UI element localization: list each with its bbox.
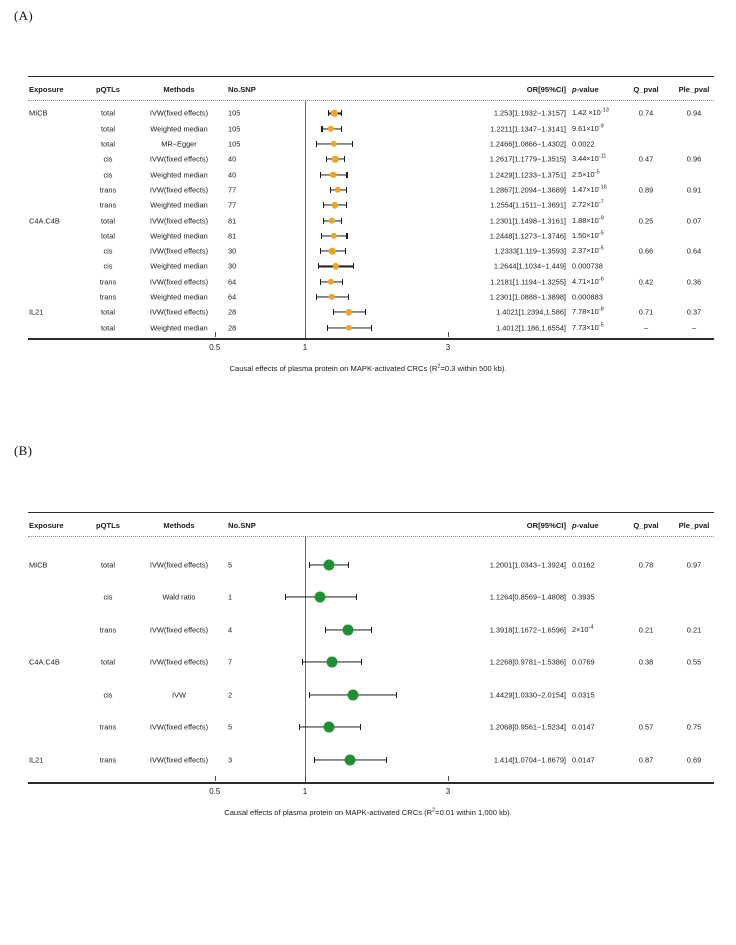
cell-plepval: 0.36 [686,277,702,287]
cell-or-ci: 1.2181[1.1194−1.3255] [490,277,566,287]
ci-cap-lower [309,562,310,568]
cell-nsnp: 4 [228,624,233,634]
cell-nsnp: 2 [228,689,233,699]
cell-nsnp: 40 [228,154,237,164]
axis-tick [448,776,449,781]
cell-pqtls: total [101,657,115,667]
cell-qpval: 0.71 [638,307,654,317]
table-top-rule [28,512,714,513]
column-header-methods: Methods [163,521,195,531]
cell-nsnp: 28 [228,322,237,332]
cell-pqtls: cis [103,246,113,256]
cell-exposure: MICB [29,559,48,569]
ci-cap-lower [299,724,300,730]
ci-cap-lower [325,627,326,633]
cell-or-ci: 1.2001[1.0343−1.3924] [489,559,566,569]
cell-or-ci: 1.2448[1.1273−1.3746] [489,231,566,241]
cell-pvalue: 0.0022 [572,139,595,149]
cell-method: IVW(fixed effects) [149,559,209,569]
cell-nsnp: 3 [228,754,233,764]
cell-nsnp: 81 [228,231,237,241]
cell-or-ci: 1.414[1.0704−1.8679] [493,754,566,764]
cell-pvalue: $2.5\times 10^{-5}$ [572,169,600,179]
cell-or-ci: 1.253[1.1932−1.3157] [493,108,566,118]
column-header-plepval: Ple_pval [678,521,710,531]
cell-nsnp: 105 [228,139,241,149]
column-header-pvalue: p-value [572,85,599,95]
cell-pqtls: total [101,139,115,149]
cell-pvalue: $1.50\times 10^{-5}$ [572,230,604,240]
axis-tick-label: 0.5 [209,343,221,353]
cell-pqtls: trans [99,722,117,732]
ci-cap-upper [396,692,397,698]
cell-pqtls: total [101,322,115,332]
cell-plepval: 0.97 [686,559,702,569]
cell-qpval: 0.57 [638,722,654,732]
reference-line-at-one [305,536,306,782]
panel-b-label: (B) [14,443,33,458]
cell-pvalue: 0.000738 [572,261,603,271]
ci-cap-upper [348,562,349,568]
cell-pqtls: trans [99,292,117,302]
cell-or-ci: 1.2644[1.1034−1.449] [493,261,566,271]
cell-pqtls: trans [99,185,117,195]
cell-method: Weighted median [150,322,208,332]
cell-qpval: 0.66 [638,246,654,256]
axis-tick [215,776,216,781]
cell-or-ci: 1.3918[1.1672−1.6596] [489,624,566,634]
cell-pvalue: 0.000883 [572,292,603,302]
effect-estimate-point [347,689,358,700]
cell-method: IVW(fixed effects) [149,215,209,225]
cell-plepval: 0.91 [686,185,702,195]
cell-qpval: 0.74 [638,108,654,118]
cell-method: IVW(fixed effects) [149,624,209,634]
column-header-or: OR[95%CI] [526,521,566,531]
cell-or-ci: 1.2301[1.0888−1.3898] [489,292,566,302]
ci-cap-lower [309,692,310,698]
cell-pqtls: cis [103,261,113,271]
axis-tick-label: 3 [445,343,451,353]
cell-qpval: 0.21 [638,624,654,634]
cell-method: MR−Egger [161,139,197,149]
cell-qpval: 0.42 [638,277,654,287]
cell-or-ci: 1.2617[1.1779−1.3515] [489,154,566,164]
cell-pvalue: $1.47\times 10^{-16}$ [572,184,607,194]
cell-nsnp: 1 [228,592,233,602]
cell-pvalue: $2\times 10^{-4}$ [572,624,594,634]
cell-pqtls: cis [103,169,113,179]
cell-pqtls: trans [99,277,117,287]
column-header-pqtls: pQTLs [95,85,121,95]
cell-pvalue: 0.0769 [572,657,595,667]
table-bottom-rule [28,782,714,783]
cell-pvalue: 0.0315 [572,689,595,699]
cell-or-ci: 1.2554[1.1511−1.3691] [490,200,566,210]
cell-method: IVW(fixed effects) [149,722,209,732]
cell-method: IVW(fixed effects) [149,154,209,164]
cell-nsnp: 40 [228,169,237,179]
cell-plepval: 0.75 [686,722,702,732]
cell-nsnp: 64 [228,292,237,302]
cell-pqtls: trans [99,624,117,634]
cell-nsnp: 81 [228,215,237,225]
cell-pqtls: total [101,231,115,241]
column-header-methods: Methods [163,85,195,95]
column-header-nsnp: No.SNP [228,85,256,95]
column-header-qpval: Q_pval [633,521,659,531]
cell-nsnp: 30 [228,261,237,271]
cell-exposure: IL21 [29,307,44,317]
effect-estimate-point [343,624,354,635]
cell-nsnp: 5 [228,722,233,732]
cell-or-ci: 1.4021[1.2394,1.586] [496,307,566,317]
axis-tick-label: 1 [302,343,308,353]
cell-nsnp: 7 [228,657,233,667]
axis-tick-label: 3 [445,787,451,797]
column-header-qpval: Q_pval [633,85,659,95]
cell-pqtls: total [101,124,115,134]
cell-or-ci: 1.4429[1.0330−2.0154] [489,689,566,699]
cell-exposure: IL21 [29,754,44,764]
cell-qpval: 0.78 [638,559,654,569]
cell-qpval: 0.87 [638,754,654,764]
ci-cap-upper [360,724,361,730]
cell-plepval: 0.96 [686,154,702,164]
cell-plepval: 0.64 [686,246,702,256]
cell-method: Weighted median [150,200,208,210]
cell-plepval: – [691,322,697,332]
cell-plepval: 0.55 [686,657,702,667]
table-header-separator [28,536,714,537]
cell-or-ci: 1.2466[1.0866−1.4302] [489,139,566,149]
cell-method: Wald ratio [162,592,196,602]
cell-method: Weighted median [150,169,208,179]
cell-pvalue: $9.61\times 10^{-9}$ [572,123,604,133]
cell-pvalue: 0.3935 [572,592,595,602]
axis-tick [305,776,306,781]
cell-pvalue: $1.88\times 10^{-9}$ [572,215,604,225]
ci-cap-upper [361,659,362,665]
cell-method: Weighted median [150,261,208,271]
cell-pvalue: $4.71\times 10^{-6}$ [572,276,604,286]
column-header-nsnp: No.SNP [228,521,256,531]
cell-pqtls: cis [103,592,113,602]
cell-pvalue: $7.73\times 10^{-5}$ [572,322,604,332]
ci-cap-lower [302,659,303,665]
cell-nsnp: 77 [228,200,237,210]
cell-method: Weighted median [150,124,208,134]
panel-a-label: (A) [14,8,33,23]
cell-method: IVW(fixed effects) [149,185,209,195]
cell-qpval: 0.38 [638,657,654,667]
effect-estimate-point [324,722,335,733]
cell-method: IVW [172,689,186,699]
cell-pvalue: $3.44\times 10^{-11}$ [572,153,607,164]
cell-qpval: 0.89 [638,185,654,195]
cell-nsnp: 105 [228,124,241,134]
cell-pvalue: $2.37\times 10^{-5}$ [572,245,604,256]
cell-or-ci: 1.1264[0.8569−1.4808] [489,592,566,602]
cell-or-ci: 1.4012[1.186,1.6554] [496,322,566,332]
cell-pqtls: trans [99,200,117,210]
cell-pqtls: total [101,559,115,569]
cell-qpval: 0.25 [638,215,654,225]
cell-pvalue: 0.0147 [572,754,595,764]
cell-or-ci: 1.2301[1.1498−1.3161] [489,215,566,225]
panel-caption: Causal effects of plasma protein on MAPK-activated CRCs ($R^2=0.3$ within 500 kb). [229,363,507,374]
cell-or-ci: 1.2211[1.1347−1.3141] [490,124,566,134]
cell-or-ci: 1.2867[1.2094−1.3689] [489,185,566,195]
cell-method: IVW(fixed effects) [149,307,209,317]
cell-or-ci: 1.2068[0.9561−1.5234] [489,722,566,732]
cell-pvalue: $2.72\times 10^{-7}$ [572,199,604,210]
cell-or-ci: 1.2268[0.9781−1.5386] [489,657,566,667]
cell-exposure: C4A.C4B [29,657,60,667]
cell-nsnp: 77 [228,185,237,195]
cell-pqtls: total [101,108,115,118]
effect-estimate-point [326,657,337,668]
cell-pvalue: $7.78\times 10^{-8}$ [572,306,604,317]
column-header-pqtls: pQTLs [95,521,121,531]
cell-pvalue: $1.42 \times 10^{-13}$ [572,107,609,118]
cell-exposure: MICB [29,108,48,118]
cell-plepval: 0.07 [686,215,702,225]
cell-nsnp: 5 [228,559,233,569]
ci-cap-lower [285,594,286,600]
cell-exposure: C4A.C4B [29,215,60,225]
ci-cap-upper [356,594,357,600]
column-header-exposure: Exposure [29,521,64,531]
effect-estimate-point [323,559,334,570]
effect-estimate-point [315,592,326,603]
column-header-pvalue: p-value [572,521,599,531]
cell-plepval: 0.37 [686,307,702,317]
effect-estimate-point [345,754,356,765]
cell-qpval: – [643,322,649,332]
cell-method: IVW(fixed effects) [149,246,209,256]
column-header-or: OR[95%CI] [526,85,566,95]
axis-tick-label: 1 [302,787,308,797]
axis-tick-label: 0.5 [209,787,221,797]
cell-method: Weighted median [150,231,208,241]
cell-pqtls: trans [99,754,117,764]
cell-method: IVW(fixed effects) [149,277,209,287]
cell-pvalue: 0.0147 [572,722,595,732]
cell-nsnp: 105 [228,108,241,118]
column-header-exposure: Exposure [29,85,64,95]
cell-pqtls: total [101,215,115,225]
cell-qpval: 0.47 [638,154,654,164]
cell-method: IVW(fixed effects) [149,108,209,118]
cell-method: IVW(fixed effects) [149,657,209,667]
cell-method: Weighted median [150,292,208,302]
cell-nsnp: 28 [228,307,237,317]
cell-plepval: 0.21 [686,624,702,634]
cell-nsnp: 64 [228,277,237,287]
ci-cap-lower [314,757,315,763]
ci-cap-upper [386,757,387,763]
cell-pqtls: total [101,307,115,317]
panel-caption: Causal effects of plasma protein on MAPK-activated CRCs ($R^2=0.01$ within 1,000 kb). [224,807,512,818]
cell-plepval: 0.69 [686,754,702,764]
column-header-plepval: Ple_pval [678,85,710,95]
cell-method: IVW(fixed effects) [149,754,209,764]
ci-cap-upper [371,627,372,633]
cell-nsnp: 30 [228,246,237,256]
cell-plepval: 0.94 [686,108,702,118]
cell-or-ci: 1.2333[1.119−1.3593] [494,246,566,256]
cell-or-ci: 1.2429[1.1233−1.3751] [489,169,566,179]
cell-pqtls: cis [103,689,113,699]
cell-pvalue: 0.0162 [572,559,595,569]
cell-pqtls: cis [103,154,113,164]
